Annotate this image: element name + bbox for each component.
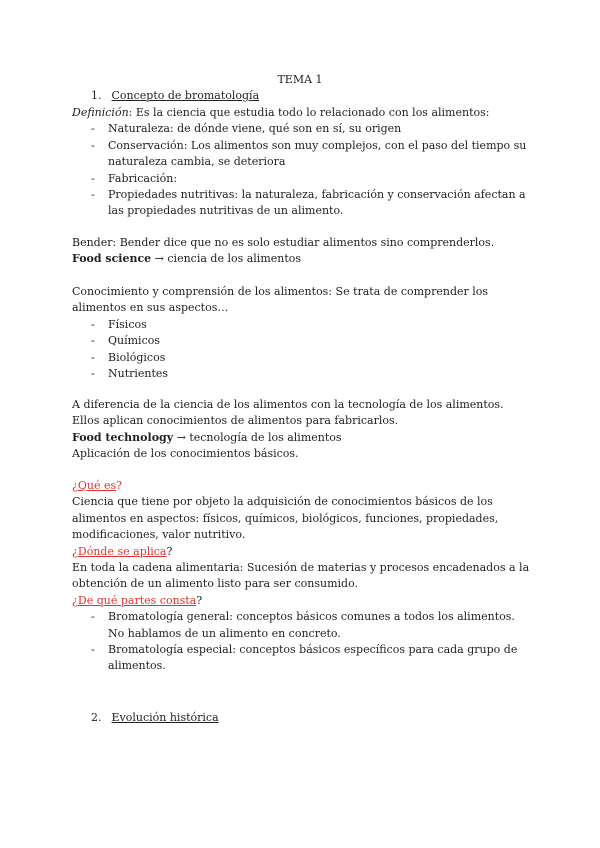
list-item: - Bromatología especial: conceptos básicos específicos para cada grupo de alimentos.	[72, 642, 532, 675]
food-science-text: ciencia de los alimentos	[167, 252, 302, 266]
section-heading-1	[91, 89, 259, 102]
definition-block	[72, 105, 532, 220]
section-title: Concepto de bromatología	[111, 89, 260, 102]
section-number: 1.	[91, 89, 102, 102]
question-label: De qué partes consta	[77, 593, 197, 607]
list-item: - Fabricación:	[72, 171, 532, 187]
definition-text: : Es la ciencia que estudia todo lo relacionado con los alimentos:	[128, 106, 490, 119]
list-item: - Propiedades nutritivas: la naturaleza, fabricación y conservación afectan a las propiedades nutritivas de un alimento.	[72, 187, 532, 220]
definition-label: Definición	[72, 106, 129, 119]
section-number: 2.	[91, 711, 102, 724]
question-label: Dónde se aplica	[77, 544, 167, 558]
diferencia-paragraph: A diferencia de la ciencia de los alimentos con la tecnología de los alimentos. Ellos aplican conocimientos de alimentos para fabricarlos.	[72, 398, 504, 428]
partes-list	[72, 609, 532, 675]
definition-paragraph	[72, 105, 532, 121]
list-item: - Naturaleza: de dónde viene, qué son en sí, su origen	[72, 121, 532, 137]
question-partes: ¿De qué partes consta?	[72, 593, 203, 607]
list-item: - Nutrientes	[72, 366, 532, 382]
arrow-icon: →	[154, 252, 164, 266]
aplicacion-paragraph: Aplicación de los conocimientos básicos.	[72, 447, 299, 461]
arrow-icon: →	[176, 430, 186, 444]
aspects-list	[72, 317, 532, 383]
question-donde-se-aplica: ¿Dónde se aplica?	[72, 544, 173, 558]
questions-block	[72, 478, 532, 675]
diferencia-block	[72, 397, 532, 463]
answer-donde-se-aplica: En toda la cadena alimentaria: Sucesión de materias y procesos encadenados a la obtención de un alimento listo para ser consumido.	[72, 561, 530, 591]
answer-que-es: Ciencia que tiene por objeto la adquisición de conocimientos básicos de los alimentos en aspectos: físicos, químicos, biológicos, funciones, propiedades, modificaciones, valor nutritivo.	[72, 495, 499, 542]
food-technology-term: Food technology	[72, 430, 174, 444]
list-item: - Biológicos	[72, 350, 532, 366]
definition-list	[72, 121, 532, 219]
question-label: Qué es	[77, 479, 117, 492]
bender-block	[72, 235, 532, 268]
list-item: - Físicos	[72, 317, 532, 333]
question-que-es: ¿Qué es?	[72, 479, 123, 492]
food-technology-text: tecnología de los alimentos	[189, 430, 342, 444]
page-title: TEMA 1	[277, 73, 323, 86]
list-item: - Bromatología general: conceptos básicos comunes a todos los alimentos. No hablamos de un alimento en concreto.	[72, 609, 532, 642]
conocimiento-block	[72, 284, 532, 382]
food-science-line	[72, 251, 532, 267]
food-technology-line	[72, 430, 532, 446]
list-item: - Químicos	[72, 333, 532, 349]
food-science-term: Food science	[72, 252, 152, 266]
section-heading-2	[91, 711, 219, 724]
conocimiento-paragraph: Conocimiento y comprensión de los alimentos: Se trata de comprender los alimentos en sus aspectos…	[72, 285, 489, 315]
section-title: Evolución histórica	[111, 711, 219, 724]
bender-paragraph: Bender: Bender dice que no es solo estudiar alimentos sino comprenderlos.	[72, 236, 495, 249]
list-item: - Conservación: Los alimentos son muy complejos, con el paso del tiempo su naturaleza cambia, se deteriora	[72, 138, 532, 171]
